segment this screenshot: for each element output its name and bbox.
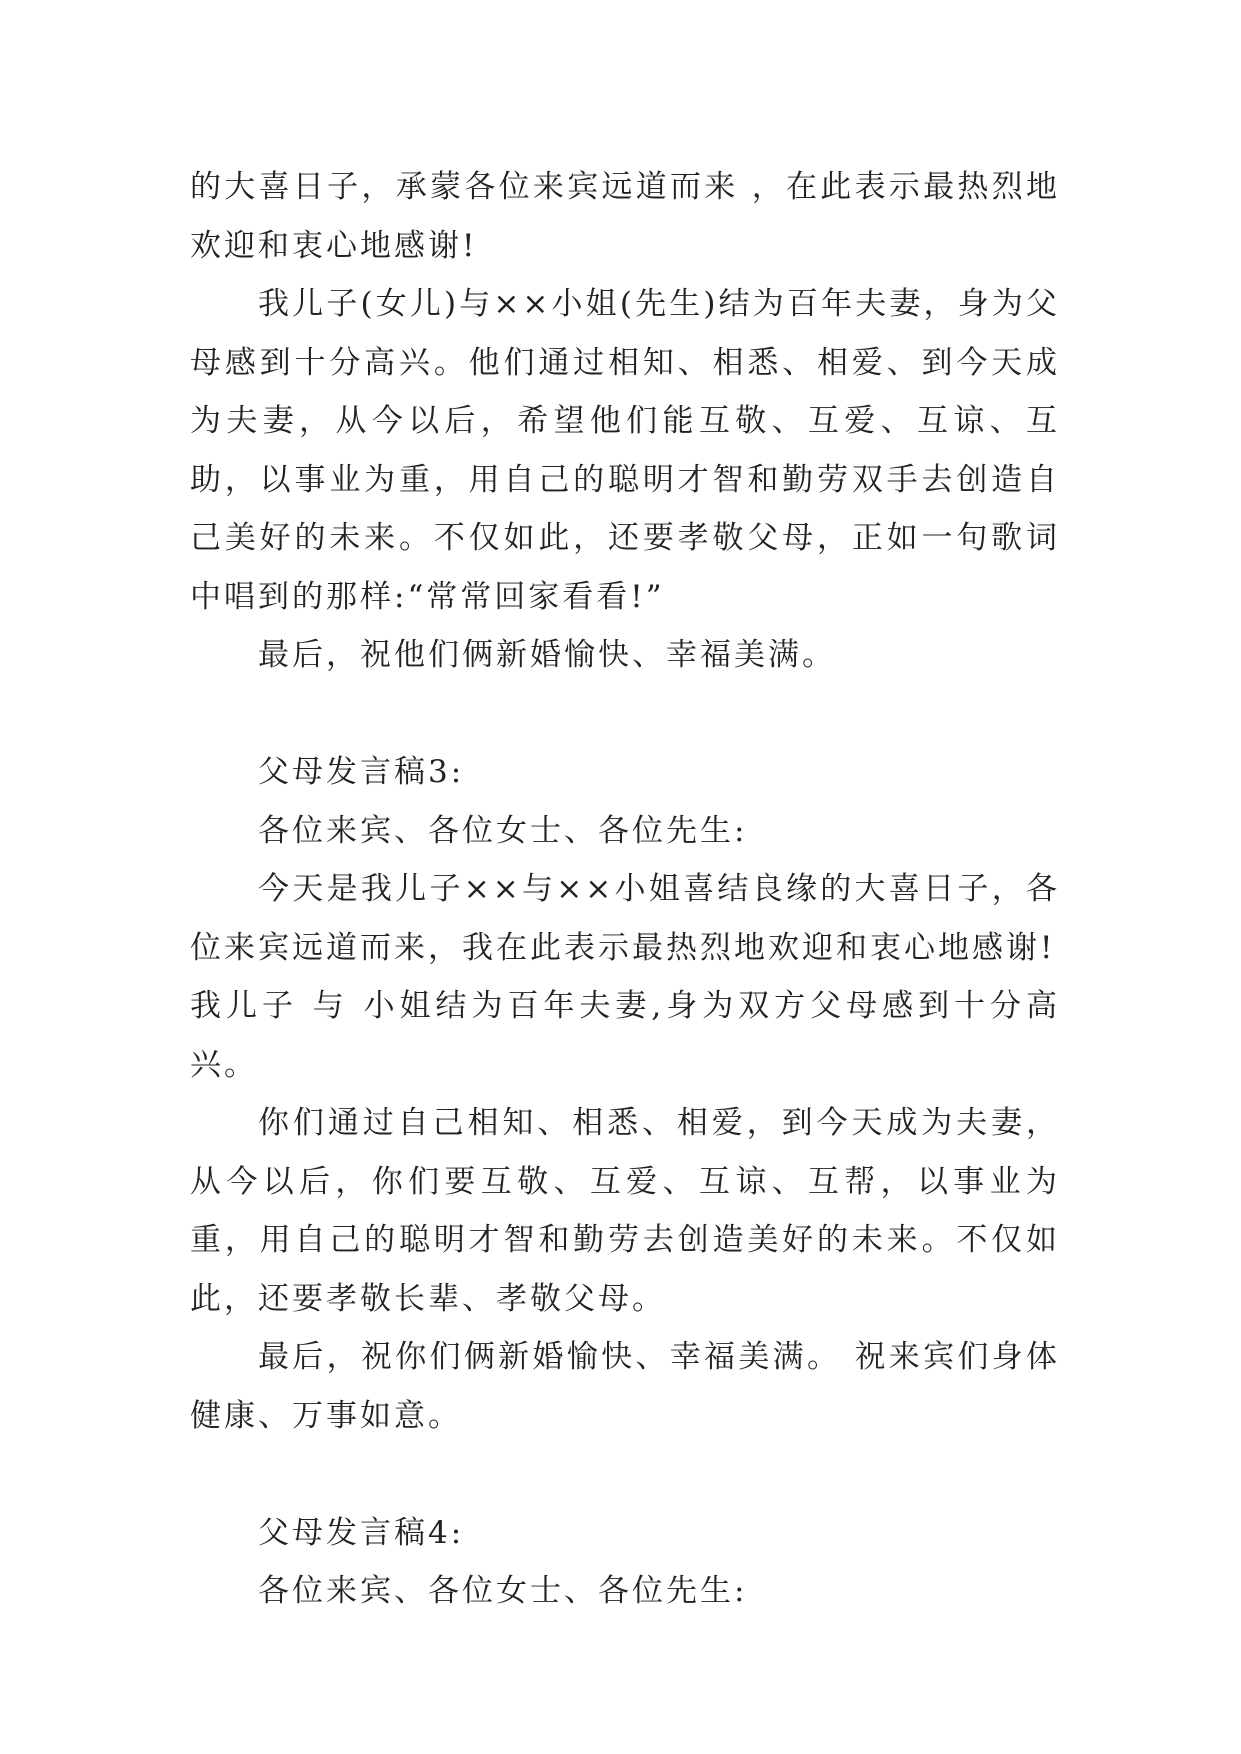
paragraph-speech-3-welcome: 今天是我儿子××与××小姐喜结良缘的大喜日子，各位来宾远道而来，我在此表示最热烈地欢迎和衷心地感谢! — [190, 871, 1060, 966]
section-heading-speech-3: 父母发言稿3: — [258, 754, 465, 790]
paragraph-speech-3-closing: 最后，祝你们俩新婚愉快、幸福美满。 祝来宾们身体健康、万事如意。 — [190, 1339, 1060, 1434]
section-heading-speech-4: 父母发言稿4: — [258, 1514, 465, 1551]
paragraph-speech-3-wishes: 你们通过自己相知、相悉、相爱，到今天成为夫妻，从今以后，你们要互敬、互爱、互谅、互帮，以事业为重，用自己的聪明才智和勤劳去创造美好的未来。不仅如此，还要孝敬长辈、孝敬父母。 — [190, 1105, 1060, 1317]
salutation-speech-3: 各位来宾、各位女士、各位先生: — [258, 812, 748, 849]
paragraph-closing-blessing: 最后，祝他们俩新婚愉快、幸福美满。 — [258, 637, 836, 673]
document-body — [190, 158, 1060, 1621]
section-gap — [190, 685, 1060, 744]
paragraph-marriage-wishes: 我儿子(女儿)与××小姐(先生)结为百年夫妻，身为父母感到十分高兴。他们通过相知、相悉、相爱、到今天成为夫妻，从今以后，希望他们能互敬、互爱、互谅、互助，以事业为重，用自己的聪明才智和勤劳双手去创造自己美好的未来。不仅如此，还要孝敬父母，正如一句歌词中唱到的那样:“常常回家看看!” — [190, 286, 1060, 615]
paragraph-welcome-continued: 的大喜日子，承蒙各位来宾远道而来 ，在此表示最热烈地欢迎和衷心地感谢! — [190, 169, 1060, 264]
section-gap — [190, 1445, 1060, 1504]
salutation-speech-4: 各位来宾、各位女士、各位先生: — [258, 1573, 748, 1609]
paragraph-speech-3-marriage: 我儿子 与 小姐结为百年夫妻,身为双方父母感到十分高兴。 — [190, 988, 1060, 1083]
